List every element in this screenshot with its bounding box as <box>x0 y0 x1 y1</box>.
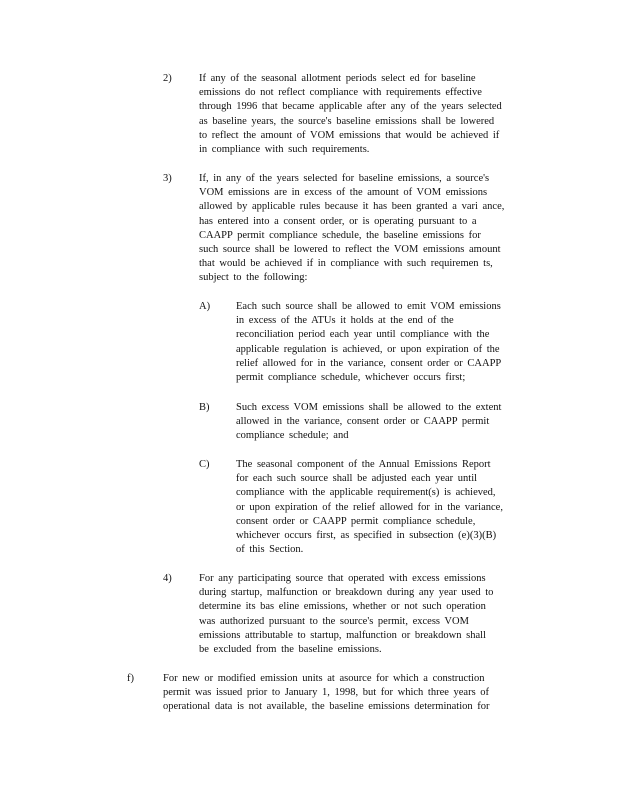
text-line: to reflect the amount of VOM emissions that would be achieved if <box>199 129 500 141</box>
text-line: as baseline years, the source's baseline emissions shall be lowered <box>199 115 495 127</box>
text-line: permit compliance schedule, whichever occurs first; <box>236 372 466 384</box>
paragraph-text <box>163 672 523 715</box>
text-line: applicable regulation is achieved, or upon expiration of the <box>236 343 500 355</box>
text-line: CAAPP permit compliance schedule, the baseline emissions for <box>199 229 481 241</box>
text-line: compliance with the applicable requirement(s) is achieved, <box>236 487 496 499</box>
text-line: For new or modified emission units at asource for which a construction <box>163 673 485 684</box>
item-label: C) <box>199 459 210 470</box>
item-label: 2) <box>163 73 172 84</box>
text-line: relief allowed for in the variance, consent order or CAAPP <box>236 357 502 369</box>
text-line: operational data is not available, the baseline emissions determination for <box>163 701 490 713</box>
text-line: be excluded from the baseline emissions. <box>199 644 382 656</box>
paragraph-text <box>199 72 529 157</box>
text-line: VOM emissions are in excess of the amount of VOM emissions <box>199 187 488 199</box>
text-line: that would be achieved if in compliance with such requiremen ts, <box>199 258 493 270</box>
text-line: or upon expiration of the relief allowed for in the variance, <box>236 501 503 513</box>
text-line: allowed by applicable rules because it has been granted a vari ance, <box>199 201 505 213</box>
text-line: for each such source shall be adjusted each year until <box>236 473 478 485</box>
text-line: consent order or CAAPP permit compliance schedule, <box>236 515 476 527</box>
text-line: was authorized pursuant to the source's permit, excess VOM <box>199 615 469 627</box>
item-label: 3) <box>163 173 172 184</box>
paragraph-text <box>236 401 536 444</box>
text-line: determine its bas eline emissions, whether or not such operation <box>199 601 486 613</box>
text-line: whichever occurs first, as specified in subsection (e)(3)(B) <box>236 530 497 542</box>
text-line: For any participating source that operated with excess emissions <box>199 573 486 584</box>
text-line: of this Section. <box>236 544 304 556</box>
text-line: reconciliation period each year until compliance with the <box>236 329 490 341</box>
text-line: allowed in the variance, consent order or CAAPP permit <box>236 416 490 428</box>
text-line: has entered into a consent order, or is operating pursuant to a <box>199 215 477 227</box>
text-line: If any of the seasonal allotment periods select ed for baseline <box>199 73 476 84</box>
text-line: in excess of the ATUs it holds at the end of the <box>236 315 454 327</box>
text-line: such source shall be lowered to reflect the VOM emissions amount <box>199 244 501 256</box>
text-line: emissions attributable to startup, malfunction or breakdown shall <box>199 629 486 641</box>
text-line: in compliance with such requirements. <box>199 144 370 156</box>
text-line: permit was issued prior to January 1, 1998, but for which three years of <box>163 687 490 699</box>
text-line: through 1996 that became applicable after any of the years selected <box>199 101 502 113</box>
text-line: compliance schedule; and <box>236 430 349 442</box>
text-line: Each such source shall be allowed to emit VOM emissions <box>236 301 501 312</box>
paragraph-text <box>236 458 536 557</box>
text-line: subject to the following: <box>199 272 308 284</box>
item-label: A) <box>199 301 211 312</box>
paragraph-text <box>199 572 529 657</box>
item-label: B) <box>199 402 210 413</box>
text-line: during startup, malfunction or breakdown during any year used to <box>199 587 494 599</box>
item-label: f) <box>127 673 134 684</box>
text-line: The seasonal component of the Annual Emissions Report <box>236 459 491 470</box>
text-line: Such excess VOM emissions shall be allowed to the extent <box>236 402 502 413</box>
text-line: emissions do not reflect compliance with requirements effective <box>199 87 482 99</box>
text-line: If, in any of the years selected for baseline emissions, a source's <box>199 173 490 184</box>
item-label: 4) <box>163 573 172 584</box>
paragraph-text <box>199 172 529 286</box>
paragraph-text <box>236 300 536 385</box>
